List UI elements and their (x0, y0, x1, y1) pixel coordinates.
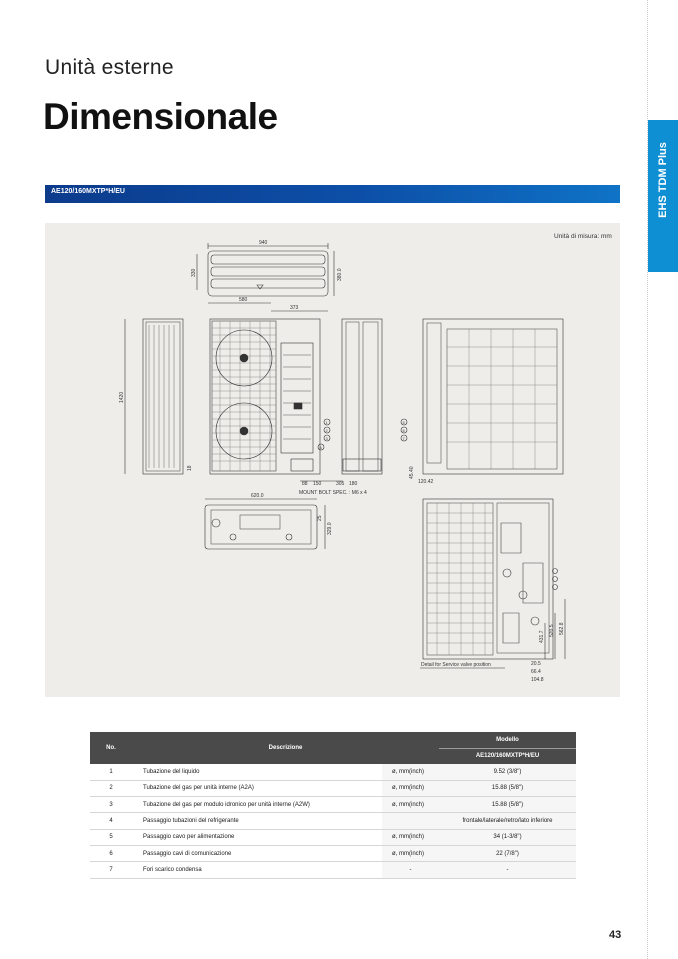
dim-front-offset: 373 (290, 305, 299, 311)
header-description: Descrizione (132, 732, 439, 764)
dim-valve-1: 431.7 (539, 630, 545, 643)
bottom-view (205, 493, 333, 549)
row-description: Passaggio cavi di comunicazione (132, 845, 382, 861)
dim-side-1: 45.40 (409, 466, 415, 479)
row-description: Tubazione del liquido (132, 764, 382, 780)
dim-service-4: 180 (349, 481, 358, 487)
dim-bottom-small: 25 (317, 515, 323, 521)
row-value: 9.52 (3/8") (439, 764, 576, 780)
section-tab-label: EHS TDM Plus (657, 142, 669, 218)
row-unit: ø, mm(inch) (382, 829, 439, 845)
row-value: frontale/laterale/retro/lato inferiore (439, 813, 576, 829)
row-no: 4 (90, 813, 132, 829)
dim-top-width: 940 (259, 240, 268, 246)
row-description: Tubazione del gas per modulo idronico per unità interne (A2W) (132, 797, 382, 813)
model-bar (45, 185, 620, 203)
dim-service-1: 88 (302, 481, 308, 487)
table-row (90, 829, 576, 845)
row-description: Tubazione del gas per unità interne (A2A) (132, 780, 382, 796)
table-row (90, 813, 576, 829)
section-tab-arrow (648, 250, 678, 272)
dim-bottom-depth: 329.0 (327, 522, 333, 535)
row-unit: ø, mm(inch) (382, 764, 439, 780)
rear-view (401, 319, 563, 485)
row-unit (382, 813, 439, 829)
callout-2: 2 (325, 428, 328, 433)
front-view (210, 319, 367, 496)
dim-height: 1420 (119, 391, 125, 403)
dim-valve-6: 104.8 (531, 677, 544, 683)
callout-4: 4 (319, 445, 322, 450)
dim-valve-2: 520.5 (549, 624, 555, 637)
table-row (90, 845, 576, 861)
dim-valve-3: 562.8 (559, 622, 565, 635)
table-row (90, 780, 576, 796)
model-bar-label: AE120/160MXTP*H/EU (51, 188, 125, 195)
row-no: 5 (90, 829, 132, 845)
dim-side-2: 120.42 (418, 479, 434, 485)
specification-table (90, 732, 576, 879)
header-no: No. (90, 732, 132, 764)
row-value: 15.88 (5/8") (439, 780, 576, 796)
dim-valve-5: 66.4 (531, 669, 541, 675)
table-row (90, 862, 576, 878)
row-unit: ø, mm(inch) (382, 845, 439, 861)
dim-valve-4: 20.5 (531, 661, 541, 667)
callout-1: 1 (325, 420, 328, 425)
service-valve-detail (420, 499, 565, 683)
dim-bottom-width: 620.0 (251, 493, 264, 499)
row-description: Passaggio cavo per alimentazione (132, 829, 382, 845)
dim-service-3: 305 (336, 481, 345, 487)
header-model: Modello (439, 732, 576, 748)
table-row (90, 764, 576, 780)
page-subtitle: Unità esterne (45, 56, 174, 79)
dim-base-small: 18 (187, 465, 193, 471)
row-value: 22 (7/8") (439, 845, 576, 861)
row-unit: - (382, 862, 439, 878)
row-no: 1 (90, 764, 132, 780)
dim-top-depth2: 380.0 (337, 268, 343, 281)
dim-top-depth: 330 (191, 268, 197, 277)
row-no: 2 (90, 780, 132, 796)
header-model-name: AE120/160MXTP*H/EU (439, 748, 576, 764)
callout-7: 7 (402, 436, 405, 441)
left-side-view (119, 319, 193, 474)
row-no: 7 (90, 862, 132, 878)
table-row (90, 797, 576, 813)
row-value: - (439, 862, 576, 878)
page-title: Dimensionale (43, 96, 278, 137)
page-number: 43 (609, 929, 622, 941)
mount-bolt-spec: MOUNT BOLT SPEC. : M6 x 4 (299, 490, 367, 496)
row-no: 3 (90, 797, 132, 813)
row-unit: ø, mm(inch) (382, 797, 439, 813)
top-view (191, 240, 343, 311)
row-description: Fori scarico condensa (132, 862, 382, 878)
callout-5: 5 (402, 420, 405, 425)
row-description: Passaggio tubazioni del refrigerante (132, 813, 382, 829)
row-value: 34 (1-3/8") (439, 829, 576, 845)
dim-top-inner: 580 (239, 297, 248, 303)
row-unit: ø, mm(inch) (382, 780, 439, 796)
right-side-view (342, 319, 382, 474)
dim-service-2: 150 (313, 481, 322, 487)
row-value: 15.88 (5/8") (439, 797, 576, 813)
callout-3: 3 (325, 436, 328, 441)
row-no: 6 (90, 845, 132, 861)
dimension-drawing (45, 223, 620, 697)
service-detail-caption: Detail for Service valve position (421, 662, 491, 668)
callout-6: 6 (402, 428, 405, 433)
dimension-drawing-panel (45, 223, 620, 697)
unit-note: Unità di misura: mm (554, 233, 612, 240)
